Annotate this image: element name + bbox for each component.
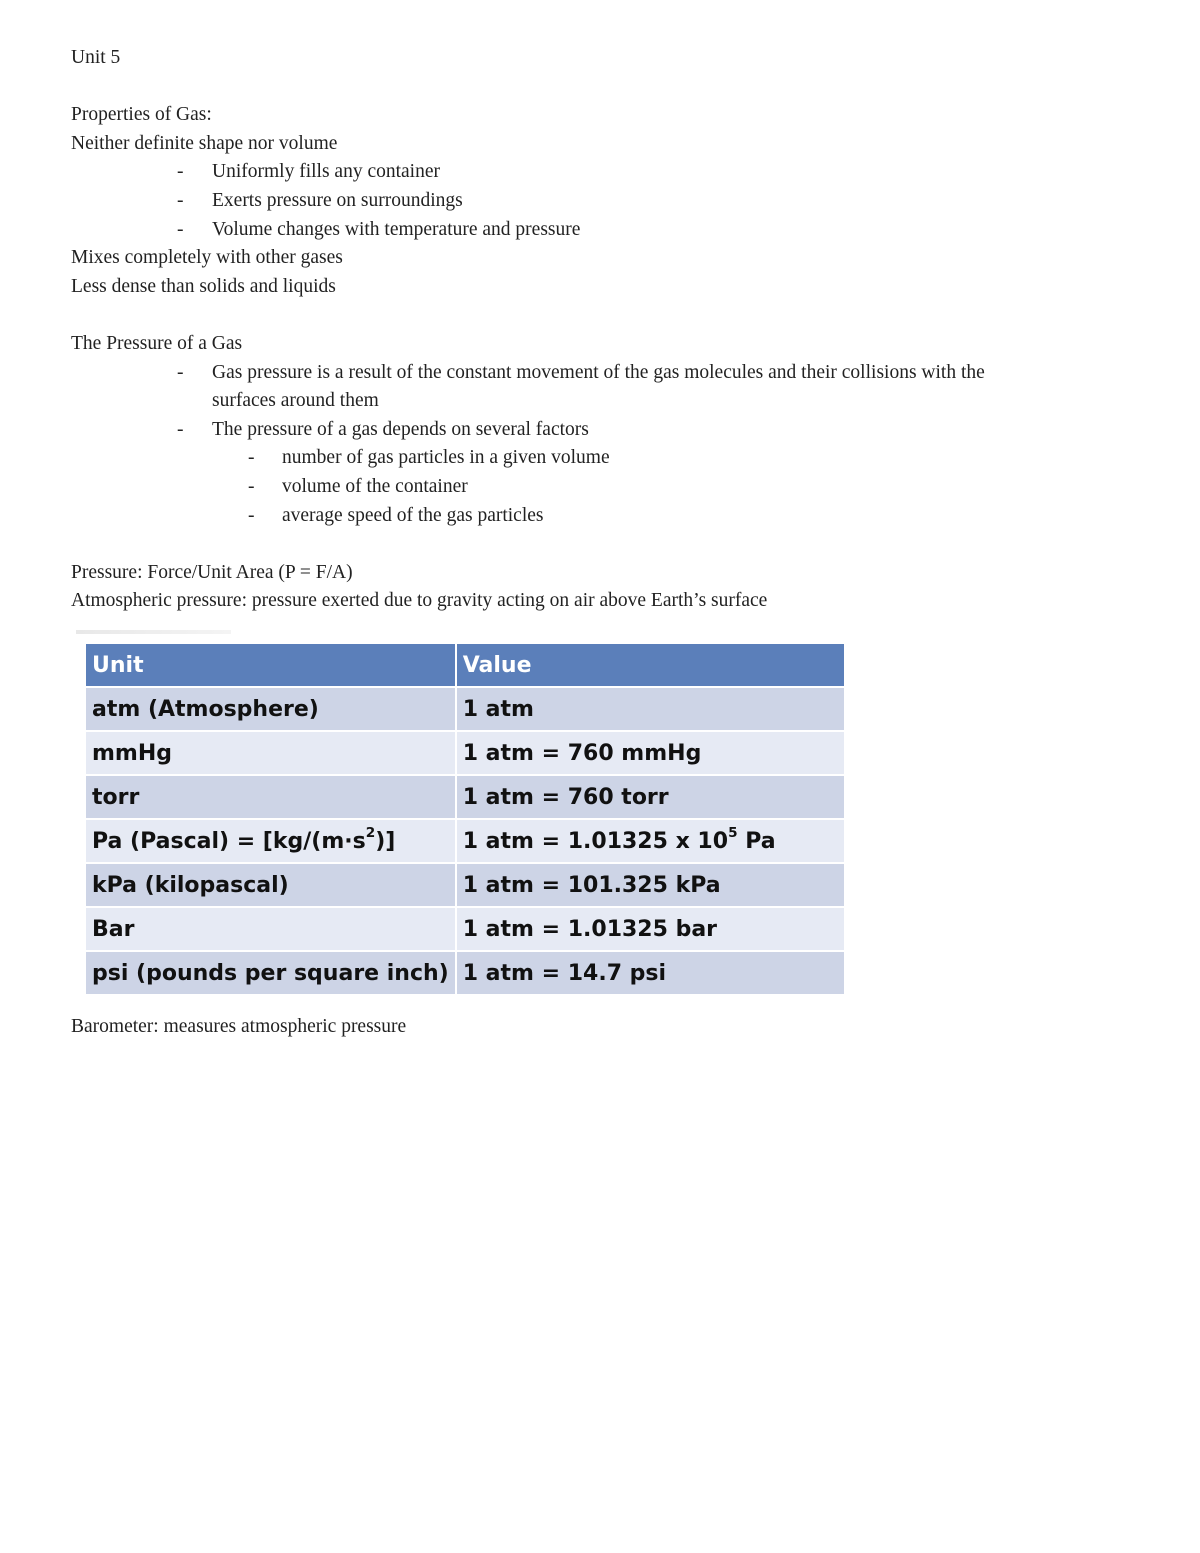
spacer xyxy=(71,73,1131,102)
bullet-dash: - xyxy=(177,218,184,240)
list-item xyxy=(71,416,1131,445)
unit-cell xyxy=(85,819,456,863)
pressure-units-table xyxy=(84,642,846,996)
bullet-text: volume of the container xyxy=(282,475,468,497)
properties-line: Less dense than solids and liquids xyxy=(71,275,336,297)
list-item xyxy=(71,216,1131,245)
bullet-dash: - xyxy=(248,447,255,469)
list-item xyxy=(71,359,1131,416)
barometer-definition: Barometer: measures atmospheric pressure xyxy=(71,1016,407,1037)
properties-line: Neither definite shape nor volume xyxy=(71,132,338,154)
table-row xyxy=(85,863,845,907)
properties-line: Mixes completely with other gases xyxy=(71,247,343,269)
table-row xyxy=(85,819,845,863)
pressure-heading: The Pressure of a Gas xyxy=(71,332,243,354)
list-item xyxy=(71,187,1131,216)
unit-cell: torr xyxy=(85,775,456,819)
table-row xyxy=(85,687,845,731)
value-text-tail: Pa xyxy=(737,828,776,854)
header-value: Value xyxy=(456,643,845,687)
properties-heading: Properties of Gas: xyxy=(71,104,212,126)
unit-superscript: 2 xyxy=(365,825,376,842)
value-cell: 1 atm = 14.7 psi xyxy=(456,951,845,995)
table-edge-shadow xyxy=(76,630,231,634)
table-row xyxy=(85,775,845,819)
unit-cell: kPa (kilopascal) xyxy=(85,863,456,907)
unit-text: Pa (Pascal) = [kg/(m·s xyxy=(92,828,366,854)
unit-cell: mmHg xyxy=(85,731,456,775)
bullet-dash: - xyxy=(177,189,184,211)
bullet-dash: - xyxy=(177,161,184,183)
value-text: 1 atm = 1.01325 x 10 xyxy=(462,828,729,854)
value-cell: 1 atm = 760 mmHg xyxy=(456,731,845,775)
value-cell: 1 atm = 760 torr xyxy=(456,775,845,819)
list-item xyxy=(71,473,1131,502)
document-body xyxy=(71,44,1131,616)
unit-cell: Bar xyxy=(85,907,456,951)
unit-title: Unit 5 xyxy=(71,47,121,68)
value-cell: 1 atm = 1.01325 bar xyxy=(456,907,845,951)
spacer xyxy=(71,530,1131,559)
header-unit: Unit xyxy=(85,643,456,687)
table-header-row xyxy=(85,643,845,687)
value-superscript: 5 xyxy=(728,825,738,842)
list-item xyxy=(71,502,1131,531)
atmospheric-pressure-definition: Atmospheric pressure: pressure exerted due to gravity acting on air above Earth’s surface xyxy=(71,590,768,612)
unit-text-tail: )] xyxy=(375,828,396,854)
bullet-text: Gas pressure is a result of the constant movement of the gas molecules and their collisions with the surfaces around them xyxy=(212,361,985,412)
table-row xyxy=(85,731,845,775)
list-item xyxy=(71,444,1131,473)
bullet-dash: - xyxy=(248,475,255,497)
bullet-dash: - xyxy=(248,504,255,526)
bullet-dash: - xyxy=(177,418,184,440)
value-cell: 1 atm = 101.325 kPa xyxy=(456,863,845,907)
unit-cell: atm (Atmosphere) xyxy=(85,687,456,731)
list-item xyxy=(71,158,1131,187)
table-row xyxy=(85,951,845,995)
bullet-text: number of gas particles in a given volume xyxy=(282,447,610,469)
table-row xyxy=(85,907,845,951)
bullet-text: The pressure of a gas depends on several factors xyxy=(212,418,589,440)
pressure-definition: Pressure: Force/Unit Area (P = F/A) xyxy=(71,561,353,583)
spacer xyxy=(71,301,1131,330)
value-cell xyxy=(456,819,845,863)
bullet-text: Volume changes with temperature and pressure xyxy=(212,218,581,240)
value-cell: 1 atm xyxy=(456,687,845,731)
bullet-text: Uniformly fills any container xyxy=(212,161,440,183)
bullet-dash: - xyxy=(177,361,184,383)
bullet-text: average speed of the gas particles xyxy=(282,504,544,526)
bullet-text: Exerts pressure on surroundings xyxy=(212,189,463,211)
unit-cell: psi (pounds per square inch) xyxy=(85,951,456,995)
